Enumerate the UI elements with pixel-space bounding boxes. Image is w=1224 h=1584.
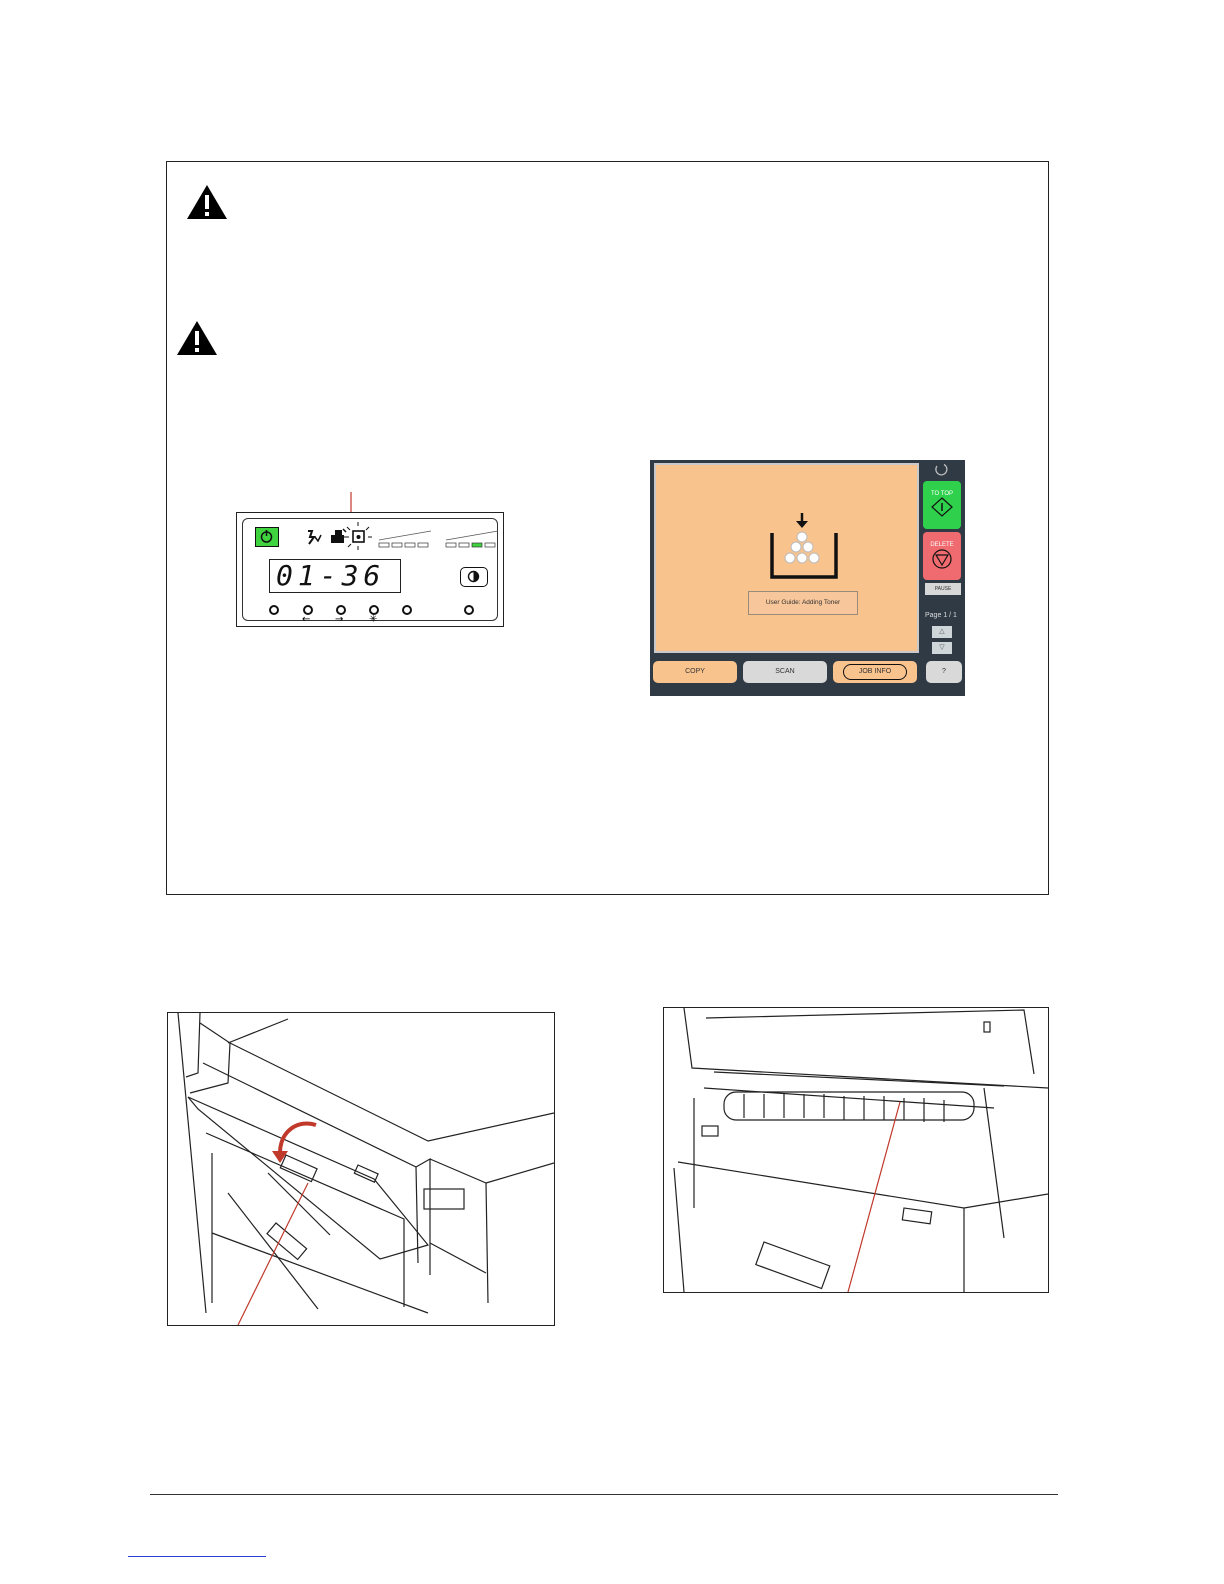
- page-indicator: [925, 612, 965, 619]
- help-button[interactable]: ?: [926, 661, 962, 683]
- right-arrow-icon: →: [335, 614, 344, 625]
- contrast-button[interactable]: [460, 567, 488, 587]
- led-display: 01-36: [269, 559, 401, 593]
- start-button[interactable]: [923, 481, 961, 529]
- page-up-button[interactable]: △: [932, 626, 952, 638]
- drum-drawing: [664, 1008, 1048, 1292]
- stop-icon: [931, 548, 953, 570]
- page-value: 1 / 1: [943, 612, 957, 619]
- panel-button[interactable]: [402, 605, 412, 615]
- page-down-button[interactable]: ▽: [932, 642, 952, 654]
- tab-scan[interactable]: SCAN: [743, 661, 827, 683]
- page-label: Page: [925, 612, 942, 619]
- density-scale-right: [444, 529, 500, 549]
- star-icon: ✳: [369, 614, 378, 625]
- start-label: TO TOP: [930, 491, 953, 497]
- start-icon: [931, 497, 953, 517]
- delete-label: DELETE: [930, 542, 954, 548]
- delete-button[interactable]: [923, 532, 961, 580]
- user-guide-button[interactable]: User Guide: Adding Toner: [748, 591, 858, 615]
- touch-screen: [650, 460, 965, 696]
- refresh-icon: [933, 461, 949, 477]
- warning-icon: [185, 183, 229, 221]
- pause-button[interactable]: PAUSE: [925, 583, 961, 595]
- footer-link-underline: [128, 1556, 266, 1557]
- power-button[interactable]: [255, 527, 279, 547]
- tab-copy[interactable]: COPY: [653, 661, 737, 683]
- warning-icon: [175, 319, 219, 357]
- printer-drawing: [168, 1013, 554, 1325]
- panel-bezel: [242, 518, 498, 625]
- panel-button[interactable]: [269, 605, 279, 615]
- paper-jam-icon: [305, 529, 323, 545]
- power-icon: [256, 528, 277, 545]
- toner-icon: [343, 521, 373, 551]
- panel-button-contrast[interactable]: [464, 605, 474, 615]
- job-info-label: JOB INFO: [843, 664, 907, 680]
- touch-main-area: [654, 463, 919, 653]
- footer-rule: [150, 1494, 1058, 1495]
- printer-illustration-right: [663, 1007, 1049, 1293]
- printer-illustration-left: [167, 1012, 555, 1326]
- operator-panel: [236, 512, 504, 627]
- toner-add-icon: [768, 513, 840, 583]
- tab-job-info[interactable]: [833, 661, 917, 683]
- density-scale-left: [377, 529, 433, 549]
- left-arrow-icon: ←: [302, 614, 311, 625]
- contrast-icon: [461, 568, 486, 585]
